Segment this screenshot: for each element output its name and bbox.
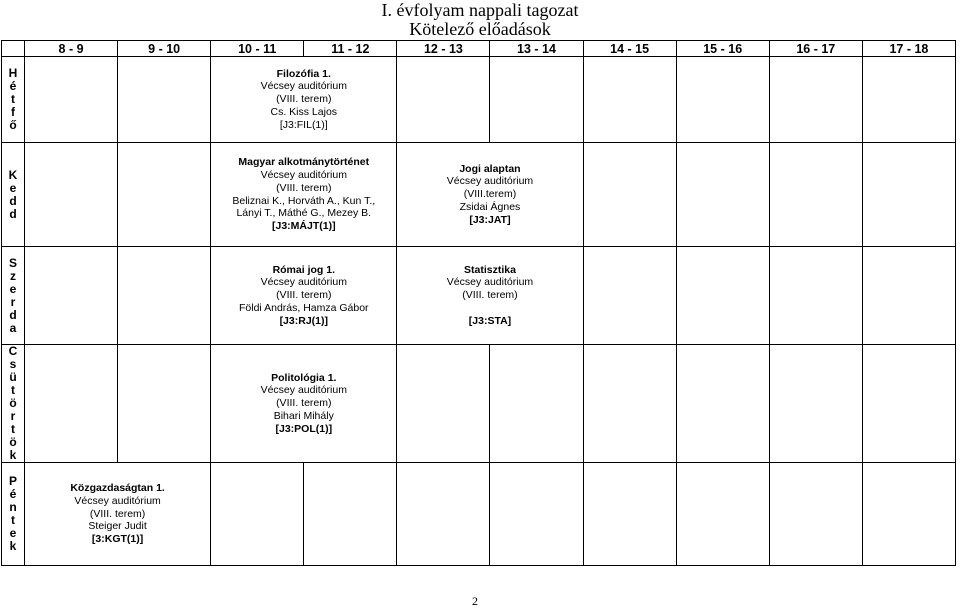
course-jogi-alaptan [397, 143, 583, 247]
course-place: (VIII. terem) [462, 289, 518, 302]
hour-header: 13 - 14 [490, 41, 583, 57]
day-row-wednesday [2, 247, 956, 345]
day-letter: t [11, 513, 15, 527]
empty-slot [118, 345, 211, 463]
empty-slot [490, 57, 583, 143]
course-code: [J3:STA] [468, 314, 512, 327]
empty-slot [583, 247, 676, 345]
course-lecturer: Bihari Mihály [273, 409, 334, 422]
course-place: (VIII. terem) [276, 181, 332, 194]
empty-slot [862, 463, 955, 566]
empty-slot [769, 247, 862, 345]
day-letter: ö [9, 396, 17, 410]
day-letter: a [9, 320, 17, 335]
day-letter: k [9, 539, 17, 553]
day-letter: f [11, 105, 15, 119]
empty-slot [769, 345, 862, 463]
empty-slot [583, 143, 676, 247]
empty-slot [676, 463, 769, 566]
day-label-tuesday [2, 143, 25, 247]
day-letter: r [10, 294, 16, 309]
course-room: Vécsey auditórium [260, 276, 347, 289]
course-title: Magyar alkotmánytörténet [238, 156, 370, 169]
blank-line [397, 302, 582, 315]
course-room: Vécsey auditórium [446, 276, 534, 289]
day-letter: ö [9, 435, 17, 449]
day-label-friday [2, 463, 25, 566]
vertical-day-letters [2, 169, 24, 221]
page-title: I. évfolyam nappali tagozat [381, 0, 579, 20]
course-title: Közgazdaságtan 1. [70, 482, 165, 494]
corner-cell [2, 41, 25, 57]
course-code: [J3:FIL(1)] [279, 118, 328, 131]
day-row-tuesday [2, 143, 956, 247]
course-code: [J3:POL(1)] [275, 422, 333, 435]
empty-slot [25, 57, 118, 143]
vertical-day-letters [2, 475, 24, 553]
empty-slot [862, 143, 955, 247]
course-lecturer: Lányi T., Máthé G., Mezey B. [236, 207, 372, 220]
empty-slot [583, 57, 676, 143]
day-label-wednesday [2, 247, 25, 345]
empty-slot [862, 345, 955, 463]
course-title: Politológia 1. [271, 371, 337, 384]
course-room: Vécsey auditórium [446, 175, 534, 188]
vertical-day-letters [2, 67, 24, 132]
course-room: Vécsey auditórium [260, 384, 347, 397]
vertical-day-letters [2, 345, 24, 462]
course-filozofia [211, 57, 397, 143]
day-letter: d [9, 307, 17, 322]
hour-header: 15 - 16 [676, 41, 769, 57]
day-letter: ő [9, 118, 17, 132]
empty-slot [397, 57, 490, 143]
hour-header: 10 - 11 [211, 41, 304, 57]
hour-header: 9 - 10 [118, 41, 211, 57]
empty-slot [490, 463, 583, 566]
empty-slot [118, 57, 211, 143]
empty-slot [118, 247, 211, 345]
day-letter: e [9, 180, 17, 195]
course-place: (VIII. terem) [89, 507, 146, 520]
day-letter: k [9, 448, 17, 462]
empty-slot [25, 247, 118, 345]
empty-slot [862, 247, 955, 345]
day-letter: d [9, 193, 17, 208]
empty-slot [583, 463, 676, 566]
empty-slot [304, 463, 397, 566]
day-letter: e [9, 281, 17, 296]
vertical-day-letters [2, 257, 24, 335]
day-letter: K [8, 167, 18, 182]
day-letter: C [8, 344, 18, 358]
day-letter: H [8, 66, 18, 80]
day-letter: é [9, 79, 17, 93]
day-letter: t [11, 383, 15, 397]
hour-header: 11 - 12 [304, 41, 397, 57]
empty-slot [397, 463, 490, 566]
page-subtitle: Kötelező előadások [409, 19, 551, 39]
course-place: (VIII. terem) [276, 397, 332, 410]
day-letter: t [11, 92, 15, 106]
empty-slot [676, 345, 769, 463]
day-letter: r [10, 409, 16, 423]
day-letter: s [9, 357, 17, 371]
empty-slot [862, 57, 955, 143]
hours-header-row [2, 41, 956, 57]
course-kozgazdasagtan [25, 463, 211, 566]
empty-slot [25, 143, 118, 247]
course-room: Vécsey auditórium [260, 80, 347, 93]
course-room: Vécsey auditórium [74, 494, 161, 507]
empty-slot [769, 57, 862, 143]
day-letter: S [8, 255, 17, 270]
empty-slot [769, 143, 862, 247]
page-number: 2 [472, 594, 478, 608]
day-letter: d [9, 206, 17, 221]
day-letter: ü [9, 370, 17, 384]
empty-slot [397, 345, 490, 463]
day-label-monday [2, 57, 25, 143]
empty-slot [769, 463, 862, 566]
day-row-monday [2, 57, 956, 143]
day-letter: z [10, 268, 16, 283]
hour-header: 12 - 13 [397, 41, 490, 57]
day-letter: t [11, 422, 15, 436]
course-code: [J3:JAT] [469, 213, 511, 226]
day-letter: n [9, 500, 17, 514]
empty-slot [676, 143, 769, 247]
course-romai-jog [211, 247, 397, 345]
course-title: Római jog 1. [272, 263, 335, 276]
empty-slot [583, 345, 676, 463]
course-alkotmanytortenet [211, 143, 397, 247]
day-letter: é [9, 487, 17, 501]
hour-header: 8 - 9 [25, 41, 118, 57]
course-title: Filozófia 1. [276, 67, 331, 80]
day-letter: e [9, 526, 17, 540]
day-label-thursday [2, 345, 25, 463]
empty-slot [490, 345, 583, 463]
hour-header: 16 - 17 [769, 41, 862, 57]
course-title: Statisztika [464, 263, 516, 276]
hour-header: 17 - 18 [862, 41, 955, 57]
course-politologia [211, 345, 397, 463]
course-code: [J3:MÁJT(1)] [271, 220, 336, 233]
course-place: (VIII. terem) [276, 93, 332, 106]
course-room: Vécsey auditórium [260, 168, 347, 181]
course-place: (VIII.terem) [463, 188, 517, 201]
course-code: [3:KGT(1)] [91, 533, 144, 546]
course-code: [J3:RJ(1)] [279, 314, 328, 327]
day-letter: P [8, 474, 17, 488]
course-lecturer: Beliznai K., Horváth A., Kun T., [232, 194, 376, 207]
empty-slot [25, 345, 118, 463]
course-title: Jogi alaptan [459, 162, 521, 175]
course-place: (VIII. terem) [276, 289, 332, 302]
empty-slot [118, 143, 211, 247]
day-row-friday [2, 463, 956, 566]
hour-header: 14 - 15 [583, 41, 676, 57]
course-lecturer: Cs. Kiss Lajos [270, 105, 338, 118]
course-lecturer: Zsidai Ágnes [459, 200, 521, 213]
timetable [1, 40, 956, 566]
empty-slot [211, 463, 304, 566]
empty-slot [676, 247, 769, 345]
course-statisztika [397, 247, 583, 345]
course-lecturer: Steiger Judit [88, 520, 147, 533]
day-row-thursday [2, 345, 956, 463]
empty-slot [676, 57, 769, 143]
course-lecturer: Földi András, Hamza Gábor [239, 301, 369, 314]
